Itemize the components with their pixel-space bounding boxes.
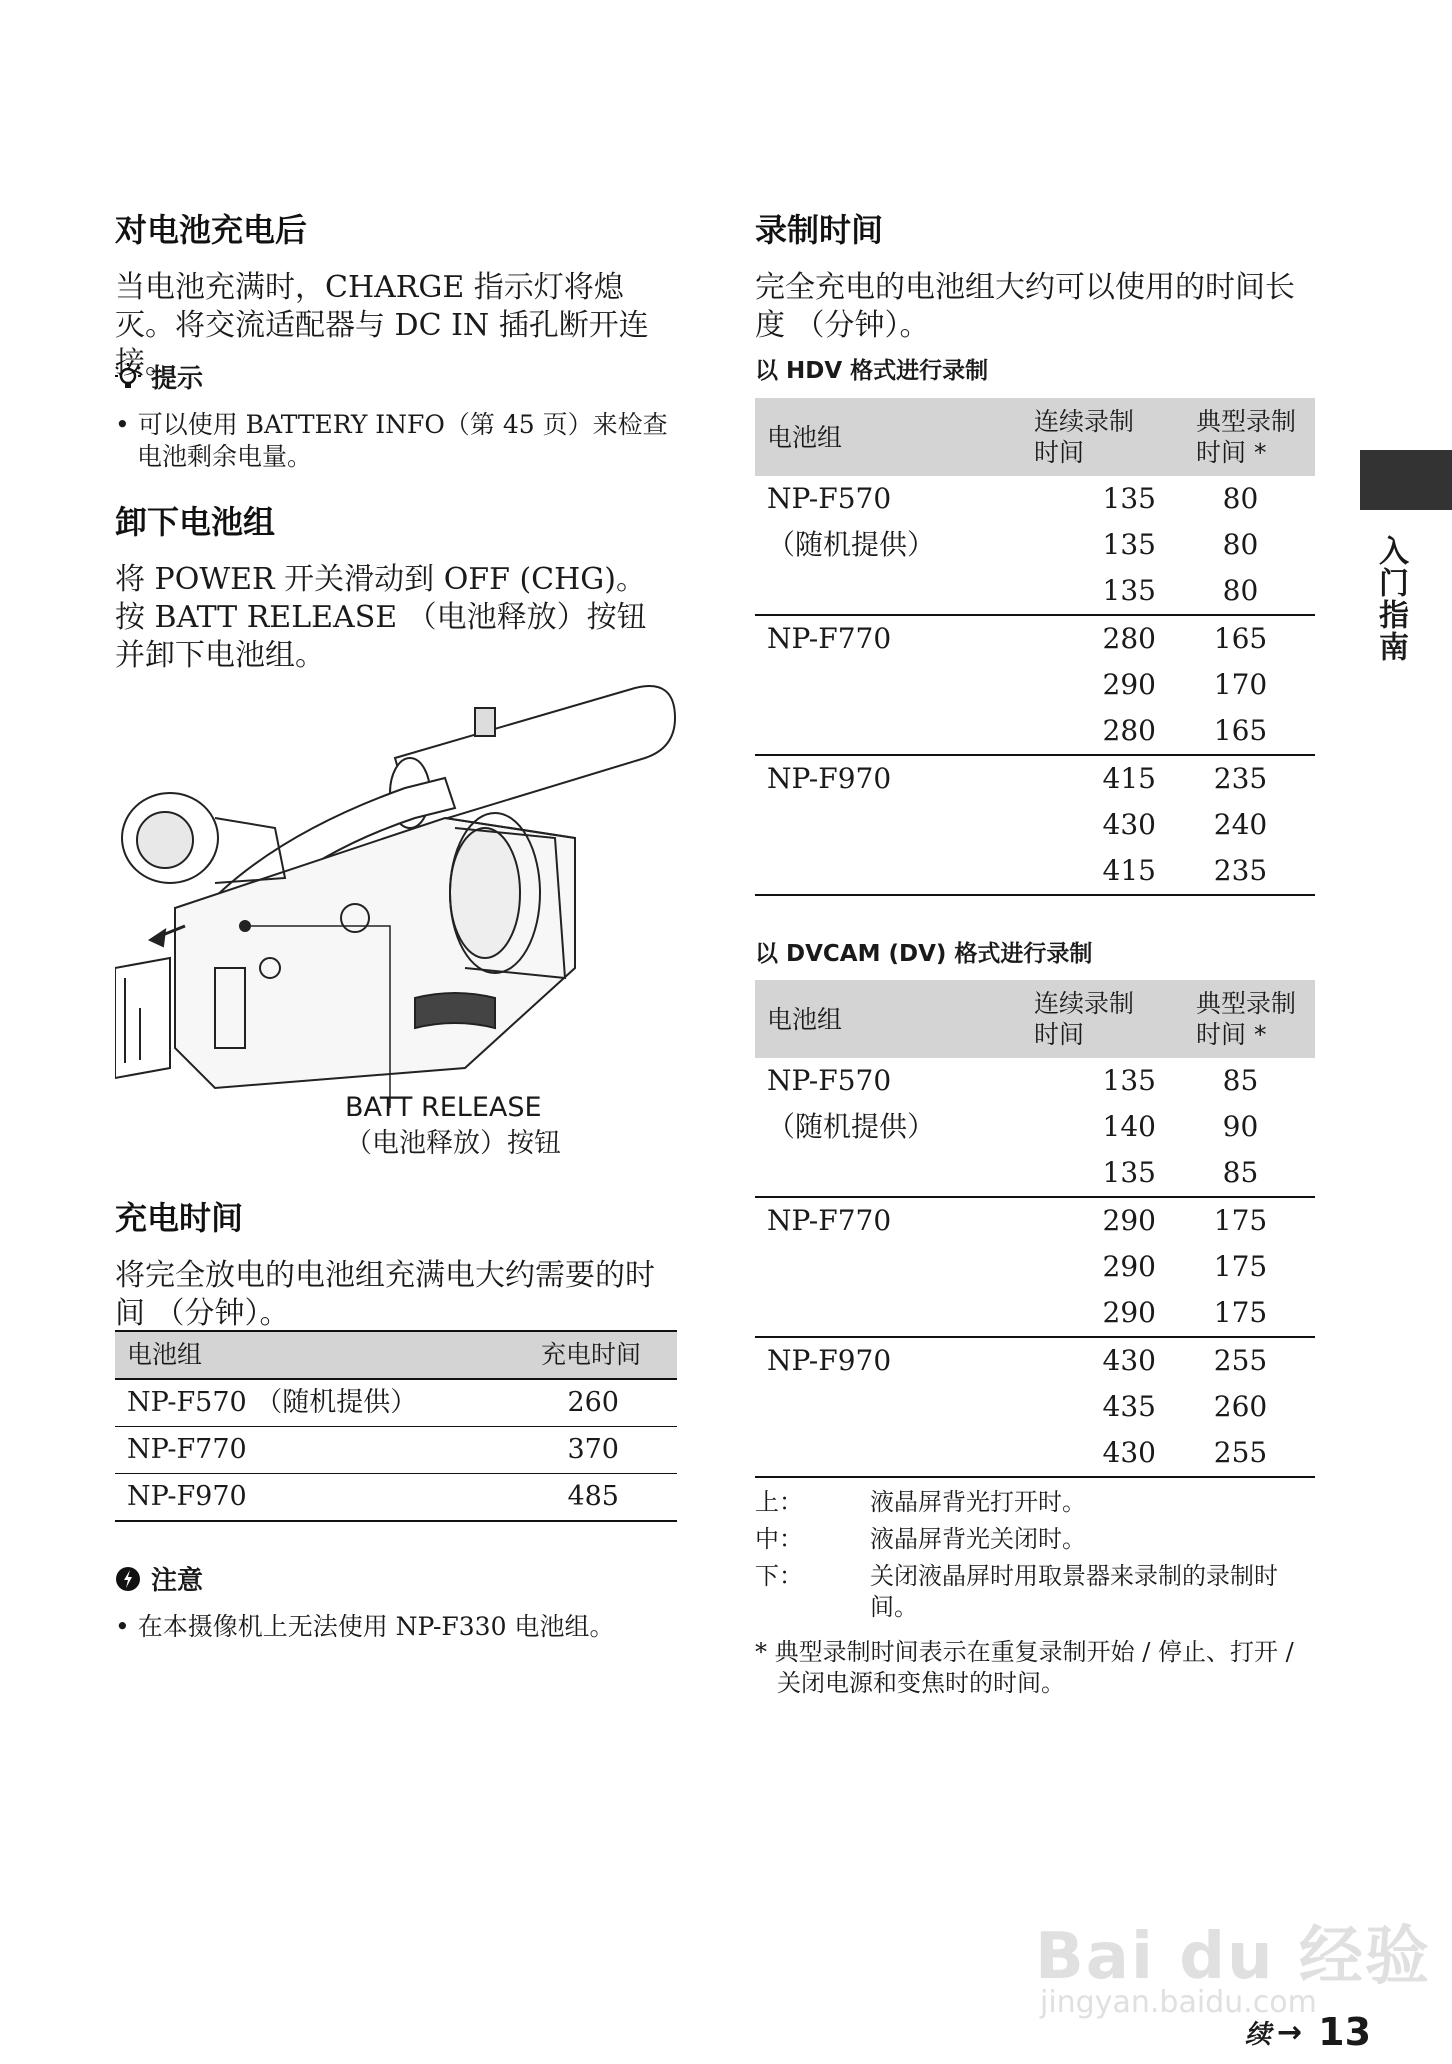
table-row	[755, 802, 1315, 848]
typical-cell: 165	[1213, 622, 1268, 655]
table-row	[755, 615, 1315, 662]
typical-cell: 80	[1222, 482, 1259, 515]
tip-box	[115, 358, 675, 473]
battery-empty-cell	[755, 848, 1014, 895]
table-row	[755, 1150, 1315, 1197]
legend-row	[755, 1561, 1315, 1623]
caption-line1: BATT RELEASE	[345, 1092, 542, 1123]
continuous-cell: 280	[1102, 622, 1156, 655]
typical-cell: 85	[1222, 1156, 1259, 1189]
continuous-cell: 435	[1102, 1390, 1156, 1423]
continuous-cell: 140	[1102, 1110, 1156, 1143]
header-continuous: 连续录制时间	[1014, 398, 1166, 476]
side-tab-marker	[1360, 450, 1452, 510]
continuous-cell: 290	[1102, 668, 1156, 701]
table-row	[115, 1379, 677, 1427]
battery-empty-cell	[755, 662, 1014, 708]
table-row	[755, 1430, 1315, 1477]
header-charge-time: 充电时间	[497, 1331, 677, 1379]
continuous-cell: 290	[1102, 1204, 1156, 1237]
table-row	[755, 662, 1315, 708]
section-title: 对电池充电后	[115, 211, 308, 249]
time-cell: 370	[567, 1434, 619, 1465]
tip-text: 可以使用 BATTERY INFO（第 45 页）来检查电池剩余电量。	[137, 410, 668, 471]
table-row	[755, 755, 1315, 802]
section-title: 录制时间	[755, 211, 884, 249]
battery-cell: NP-F970	[767, 1344, 892, 1377]
tip-heading	[115, 358, 675, 395]
header-battery: 电池组	[755, 980, 1014, 1058]
footnote: * 典型录制时间表示在重复录制开始 / 停止、打开 / 关闭电源和变焦时的时间。	[755, 1638, 1294, 1697]
battery-cell: NP-F770	[127, 1434, 247, 1465]
table-row	[755, 1337, 1315, 1384]
continuous-cell: 135	[1102, 574, 1156, 607]
battery-cell: NP-F570	[767, 482, 892, 515]
time-cell: 485	[567, 1481, 619, 1512]
continuous-cell: 135	[1102, 1156, 1156, 1189]
note-title: 注意	[151, 1566, 204, 1596]
continuous-cell: 135	[1102, 1064, 1156, 1097]
legend-value: 液晶屏背光打开时。	[870, 1488, 1086, 1516]
figure-caption	[345, 1090, 561, 1162]
table-row	[755, 1384, 1315, 1430]
table-row	[755, 1197, 1315, 1244]
section-text: 完全充电的电池组大约可以使用的时间长度 （分钟）。	[755, 270, 1295, 343]
typical-cell: 165	[1213, 714, 1268, 747]
caption-line2: （电池释放）按钮	[345, 1128, 561, 1159]
note-heading	[115, 1560, 675, 1597]
section-after-charge	[115, 205, 675, 383]
page-number: 13	[1318, 2010, 1372, 2054]
lightbulb-icon	[115, 363, 141, 391]
continuous-cell: 135	[1102, 482, 1156, 515]
legend-key: 中：	[755, 1525, 803, 1553]
legend-row	[755, 1487, 1315, 1518]
table-row	[755, 1244, 1315, 1290]
page-footer	[1245, 2010, 1371, 2054]
typical-cell: 90	[1222, 1110, 1259, 1143]
continuous-cell: 430	[1102, 1344, 1156, 1377]
typical-cell: 175	[1213, 1296, 1268, 1329]
side-tab-label: 入门指南	[1373, 535, 1408, 663]
section-charging-time	[115, 1193, 675, 1333]
continuous-cell: 415	[1102, 854, 1156, 887]
table-row	[755, 522, 1315, 568]
camcorder-illustration	[115, 668, 685, 1108]
continuous-cell: 430	[1102, 808, 1156, 841]
watermark-logo: Bai du 经验	[1035, 1920, 1431, 1994]
legend-key: 下：	[755, 1562, 803, 1590]
battery-cell: NP-F770	[767, 622, 892, 655]
note-bullet: • 在本摄像机上无法使用 NP-F330 电池组。	[115, 1612, 615, 1641]
battery-cell: NP-F570	[767, 1064, 892, 1097]
legend-value: 关闭液晶屏时用取景器来录制的录制时间。	[870, 1562, 1278, 1621]
header-continuous: 连续录制时间	[1014, 980, 1166, 1058]
table-row	[115, 1474, 677, 1522]
continuous-cell: 135	[1102, 528, 1156, 561]
table-row	[755, 1058, 1315, 1104]
section-text: 将 POWER 开关滑动到 OFF (CHG)。按 BATT RELEASE （电池释放）按钮并卸下电池组。	[115, 562, 647, 673]
continuous-cell: 430	[1102, 1436, 1156, 1469]
time-cell: 260	[567, 1387, 619, 1418]
hdv-recording-table	[755, 398, 1315, 896]
battery-cell: NP-F570 （随机提供）	[127, 1387, 418, 1418]
typical-cell: 235	[1213, 762, 1268, 795]
continuous-cell: 290	[1102, 1250, 1156, 1283]
battery-empty-cell	[755, 1430, 1014, 1477]
battery-empty-cell	[755, 1244, 1014, 1290]
continuous-cell: 290	[1102, 1296, 1156, 1329]
battery-cell: NP-F770	[767, 1204, 892, 1237]
typical-cell: 170	[1213, 668, 1268, 701]
header-typical: 典型录制时间 *	[1166, 398, 1315, 476]
dvcam-table-title: 以 DVCAM (DV) 格式进行录制	[755, 941, 1093, 967]
typical-cell: 85	[1222, 1064, 1259, 1097]
typical-cell: 255	[1213, 1436, 1268, 1469]
table-header-row	[755, 398, 1315, 476]
section-remove	[115, 497, 675, 675]
table-row	[755, 848, 1315, 895]
typical-cell: 175	[1213, 1204, 1268, 1237]
typical-cell: 260	[1213, 1390, 1268, 1423]
hdv-table-title: 以 HDV 格式进行录制	[755, 358, 989, 384]
note-box	[115, 1560, 675, 1643]
battery-empty-cell	[755, 1290, 1014, 1337]
table-row	[115, 1427, 677, 1474]
battery-empty-cell	[755, 1384, 1014, 1430]
tip-bullet: • 可以使用 BATTERY INFO（第 45 页）来检查电池剩余电量。	[115, 410, 668, 471]
typical-cell: 240	[1213, 808, 1268, 841]
typical-cell: 80	[1222, 528, 1259, 561]
typical-cell: 235	[1213, 854, 1268, 887]
table-row	[755, 708, 1315, 755]
battery-cell: NP-F970	[127, 1481, 247, 1512]
table-row	[755, 1290, 1315, 1337]
caution-icon	[115, 1566, 141, 1592]
header-typical: 典型录制时间 *	[1166, 980, 1315, 1058]
legend-value: 液晶屏背光关闭时。	[870, 1525, 1086, 1553]
header-battery: 电池组	[115, 1331, 497, 1379]
tip-title: 提示	[151, 364, 204, 394]
continued-label: 续	[1245, 2019, 1272, 2050]
table-header-row	[755, 980, 1315, 1058]
typical-cell: 255	[1213, 1344, 1268, 1377]
battery-empty-cell	[755, 1150, 1014, 1197]
section-recording-time	[755, 205, 1315, 345]
charging-time-table	[115, 1330, 677, 1522]
table-row	[755, 476, 1315, 522]
battery-empty-cell	[755, 568, 1014, 615]
battery-cell: NP-F970	[767, 762, 892, 795]
typical-cell: 175	[1213, 1250, 1268, 1283]
section-title: 充电时间	[115, 1199, 244, 1237]
legend-row	[755, 1524, 1315, 1555]
table-row	[755, 1104, 1315, 1150]
section-title: 卸下电池组	[115, 503, 276, 541]
dvcam-recording-table	[755, 980, 1315, 1478]
battery-sub-cell: （随机提供）	[767, 1110, 936, 1143]
section-text: 将完全放电的电池组充满电大约需要的时间 （分钟）。	[115, 1258, 655, 1331]
typical-cell: 80	[1222, 574, 1259, 607]
header-battery: 电池组	[755, 398, 1014, 476]
continuous-cell: 280	[1102, 714, 1156, 747]
note-text: 在本摄像机上无法使用 NP-F330 电池组。	[137, 1612, 615, 1641]
legend	[755, 1487, 1315, 1699]
legend-key: 上：	[755, 1488, 803, 1516]
watermark-url: jingyan.baidu.com	[1040, 1985, 1317, 2020]
battery-empty-cell	[755, 708, 1014, 755]
section-text: 当电池充满时，CHARGE 指示灯将熄灭。将交流适配器与 DC IN 插孔断开连接。	[115, 270, 649, 381]
table-row	[755, 568, 1315, 615]
table-header-row	[115, 1331, 677, 1379]
battery-sub-cell: （随机提供）	[767, 528, 936, 561]
battery-empty-cell	[755, 802, 1014, 848]
continued-arrow-icon: →	[1277, 2014, 1303, 2050]
continuous-cell: 415	[1102, 762, 1156, 795]
